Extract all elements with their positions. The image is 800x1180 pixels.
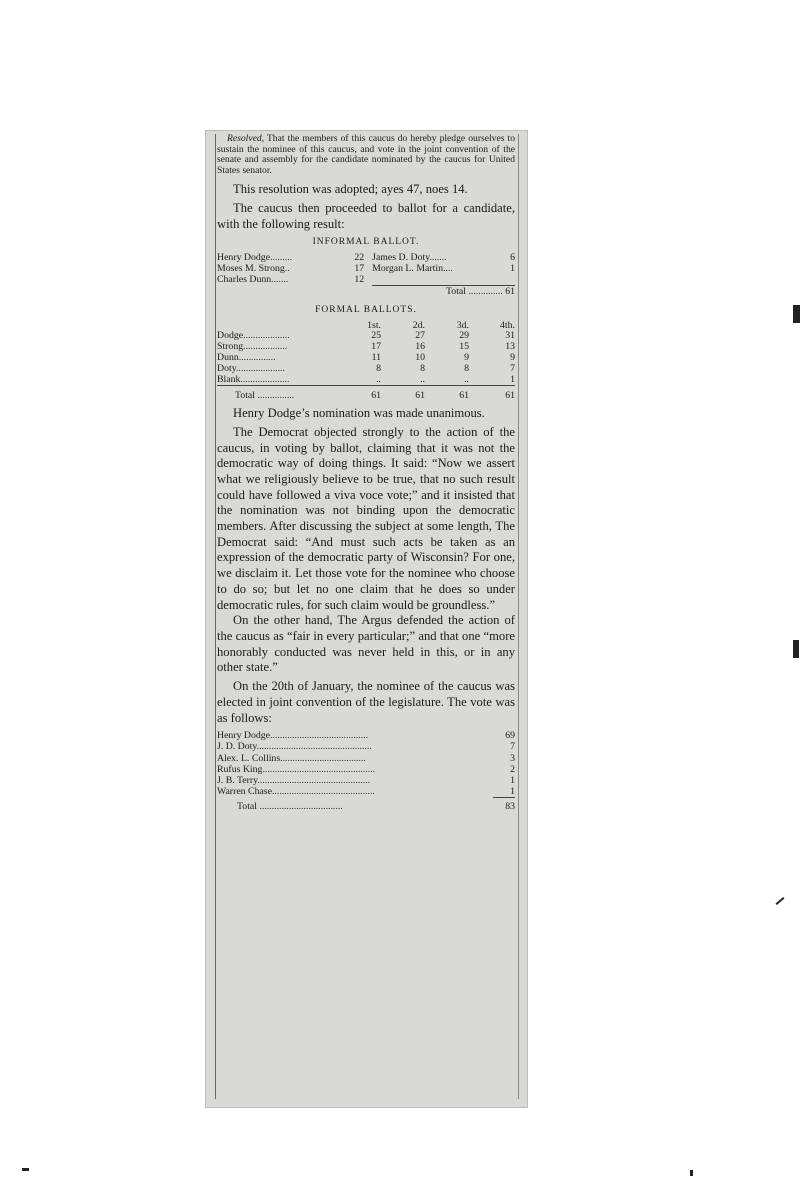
informal-left-votes: 22 <box>354 252 365 264</box>
final-vote-total-row <box>217 801 515 812</box>
formal-ballot-value: 13 <box>505 341 515 353</box>
final-vote-candidate: Alex. L. Collins................................... <box>217 752 366 764</box>
formal-ballot-value: 15 <box>459 341 469 353</box>
scan-mark-right-dash <box>776 897 785 905</box>
formal-candidate: Doty.................... <box>217 362 285 374</box>
formal-candidate: Strong.................. <box>217 341 288 353</box>
informal-left-candidate: Henry Dodge......... <box>217 252 293 264</box>
formal-ballot-value: 7 <box>510 362 515 374</box>
final-total-value: 83 <box>505 801 515 813</box>
paragraph-adopted: This resolution was adopted; ayes 47, noes 14. <box>233 182 468 197</box>
final-vote-candidate: Warren Chase.......................................... <box>217 786 375 798</box>
final-vote-row <box>217 741 515 752</box>
formal-ballot-value: 8 <box>464 362 469 374</box>
column-rule-right <box>518 134 519 1099</box>
informal-right-votes: 6 <box>510 252 515 264</box>
formal-candidate: Dunn............... <box>217 351 276 363</box>
final-vote-row <box>217 753 515 764</box>
informal-total-row <box>217 286 515 298</box>
formal-ballot-value: 8 <box>420 362 425 374</box>
final-vote-count: 1 <box>510 786 515 798</box>
final-vote-row <box>217 730 515 741</box>
formal-col-1st: 1st. <box>367 319 381 331</box>
paragraph-argus: On the other hand, The Argus defended the action of the caucus as “fair in every particular;” and that one “more honorably conducted was never held in this, or in any other state.” <box>217 613 515 675</box>
formal-ballot-value: .. <box>464 373 469 385</box>
formal-col-2d: 2d. <box>412 319 425 331</box>
final-vote-row <box>217 764 515 775</box>
formal-total-label: Total <box>235 390 255 402</box>
final-vote-count: 1 <box>510 775 515 787</box>
formal-ballot-value: 8 <box>376 362 381 374</box>
informal-right-candidate: James D. Doty....... <box>372 252 447 264</box>
scan-mark-bottom-right <box>690 1170 693 1176</box>
formal-ballot-value: 17 <box>371 341 381 353</box>
formal-ballot-value: 29 <box>459 330 469 342</box>
formal-ballot-value: 25 <box>371 330 381 342</box>
column-rule-left <box>215 134 216 1099</box>
final-vote-row <box>217 775 515 786</box>
final-vote-row <box>217 786 515 798</box>
final-vote-count: 7 <box>510 741 515 753</box>
formal-candidate: Blank.................... <box>217 373 290 385</box>
informal-ballot-table <box>217 253 515 298</box>
informal-ballot-heading: INFORMAL BALLOT. <box>312 237 420 248</box>
formal-total-4th: 61 <box>505 390 515 402</box>
paragraph-democrat: The Democrat objected strongly to the action of the caucus, in voting by ballot, claiming that it was not the democratic way of doing things. It said: “Now we assert what we religiously believe to be true, that no such result could have followed a viva voce vote;” and it insisted that the nomination was not binding upon the democratic members. After discussing the subject at some length, The Democrat said: “And must such acts be taken as an expression of the democratic party of Wisconsin? For one, we disclaim it. Let those vote for the nominee who choose to do so; but let no one claim that he does so under democratic rules, for such claim would be groundless.” <box>217 424 515 612</box>
resolution-paragraph <box>217 134 515 176</box>
formal-ballots-heading: FORMAL BALLOTS. <box>315 304 417 315</box>
formal-ballot-value: 10 <box>415 351 425 363</box>
informal-left-votes: 17 <box>354 262 365 274</box>
formal-ballot-value: .. <box>376 373 381 385</box>
formal-total-1st: 61 <box>371 390 381 402</box>
scan-mark-bottom-left <box>22 1168 29 1171</box>
final-vote-count: 2 <box>510 763 515 775</box>
informal-left-candidate: Moses M. Strong.. <box>217 262 290 274</box>
paragraph-nomination: Henry Dodge’s nomination was made unanimous. <box>233 406 485 421</box>
informal-right-votes: 1 <box>510 262 515 274</box>
final-total-label: Total <box>237 801 257 813</box>
paragraph-caucus-ballot: The caucus then proceeded to ballot for a candidate, with the following result: <box>217 201 515 231</box>
final-vote-candidate: Rufus King.............................................. <box>217 763 376 775</box>
final-vote-count: 3 <box>510 752 515 764</box>
informal-total-label: Total <box>446 286 466 298</box>
formal-ballot-value: 9 <box>510 351 515 363</box>
formal-total-2d: 61 <box>415 390 425 402</box>
formal-col-4th: 4th. <box>500 319 515 331</box>
formal-total-3d: 61 <box>459 390 469 402</box>
final-vote-candidate: J. D. Doty............................................... <box>217 741 372 753</box>
resolution-block <box>217 134 515 176</box>
scan-mark-right-mid <box>793 640 799 658</box>
formal-ballot-value: 11 <box>371 351 381 363</box>
informal-right-candidate <box>372 275 507 286</box>
resolved-label: Resolved, <box>227 133 265 144</box>
newspaper-clipping <box>205 130 528 1108</box>
formal-row <box>217 375 515 386</box>
informal-row <box>217 275 515 286</box>
formal-ballot-value: 27 <box>415 330 425 342</box>
final-vote-candidate: J. B. Terry.............................................. <box>217 775 371 787</box>
final-vote-table <box>217 730 515 812</box>
formal-ballot-value: 31 <box>505 330 515 342</box>
informal-total-value: 61 <box>505 286 515 298</box>
resolution-text: That the members of this caucus do hereby pledge ourselves to sustain the nominee of this caucus, and vote in the joint convention of the senate and assembly for the candidate nominated by the caucus for United States senator. <box>217 133 515 176</box>
informal-left-candidate: Charles Dunn....... <box>217 273 289 285</box>
informal-total-dots: .............. <box>468 286 503 298</box>
informal-left-votes: 12 <box>354 273 365 285</box>
formal-ballots-table <box>217 321 515 403</box>
paragraph-january: On the 20th of January, the nominee of the caucus was elected in joint convention of the legislature. The vote was as follows: <box>217 679 515 725</box>
final-vote-count: 69 <box>505 730 515 742</box>
final-total-dots: .................................. <box>259 801 343 813</box>
formal-col-3d: 3d. <box>456 319 469 331</box>
formal-total-dots: ............... <box>257 390 295 402</box>
formal-ballot-value: 16 <box>415 341 425 353</box>
informal-right-votes <box>507 275 515 286</box>
formal-total-row <box>217 389 515 402</box>
formal-ballot-value: 9 <box>464 351 469 363</box>
final-vote-candidate: Henry Dodge........................................ <box>217 730 369 742</box>
formal-candidate: Dodge................... <box>217 330 290 342</box>
formal-ballot-value: 1 <box>510 373 515 385</box>
article-column <box>217 134 515 813</box>
formal-ballot-value: .. <box>420 373 425 385</box>
scan-mark-right-top <box>793 305 800 323</box>
informal-right-candidate: Morgan L. Martin.... <box>372 262 453 274</box>
